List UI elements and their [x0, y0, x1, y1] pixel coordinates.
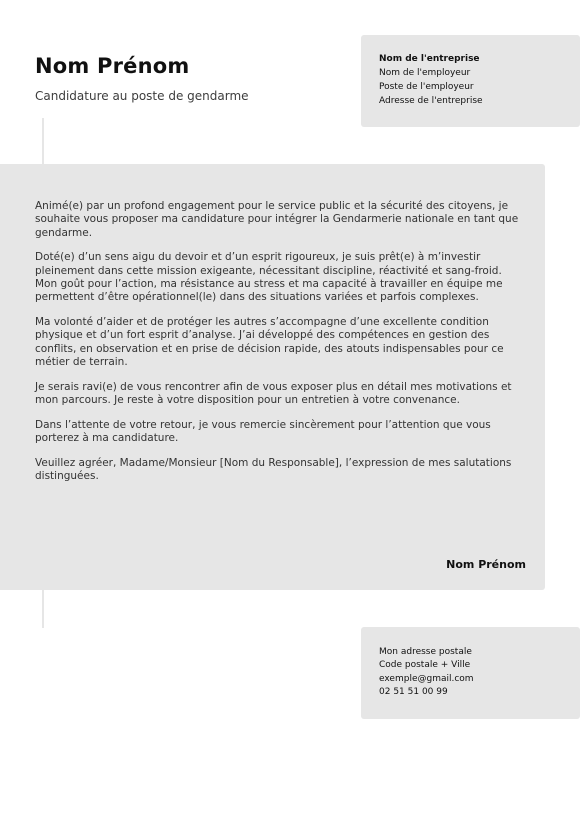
recipient-company-address: Adresse de l'entreprise — [379, 96, 483, 106]
letter-paragraph: Doté(e) d’un sens aigu du devoir et d’un esprit rigoureux, je suis prêt(e) à m’investir pleinement dans cette mission exigeante, nécessitant discipline, réactivité et sang-froid. Mon goût pour l’action, ma résistance au stress et ma capacité à travailler en équipe me permettent d’être opérationnel(le) dans des situations variées et parfois complexes. — [35, 251, 503, 304]
recipient-employer-name: Nom de l'employeur — [379, 68, 471, 78]
letter-paragraph: Veuillez agréer, Madame/Monsieur [Nom du Responsable], l’expression de mes salutations distinguées. — [35, 456, 512, 483]
recipient-employer-position: Poste de l'employeur — [379, 82, 474, 92]
letter-subtitle: Candidature au poste de gendarme — [35, 89, 249, 103]
letter-body — [0, 164, 545, 590]
letter-paragraph: Je serais ravi(e) de vous rencontrer afin de vous exposer plus en détail mes motivations et mon parcours. Je reste à votre disposition pour un entretien à votre convenance. — [35, 380, 512, 407]
letter-paragraph: Dans l’attente de votre retour, je vous remercie sincèrement pour l’attention que vous porterez à ma candidature. — [35, 418, 491, 445]
sender-contact-block — [361, 627, 580, 719]
signature: Nom Prénom — [446, 558, 526, 571]
recipient-company-name: Nom de l'entreprise — [379, 54, 480, 64]
sender-email: exemple@gmail.com — [379, 673, 474, 684]
decorative-line-bottom — [42, 590, 44, 628]
applicant-name: Nom Prénom — [35, 54, 190, 78]
letter-paragraph: Animé(e) par un profond engagement pour le service public et la sécurité des citoyens, je souhaite vous proposer ma candidature pour intégrer la Gendarmerie nationale en tant que gendarme. — [35, 200, 519, 239]
recipient-block — [361, 35, 580, 127]
sender-postal-city: Code postale + Ville — [379, 660, 471, 671]
sender-phone: 02 51 51 00 99 — [379, 686, 448, 697]
decorative-line-top — [42, 118, 44, 164]
letter-paragraph: Ma volonté d’aider et de protéger les autres s’accompagne d’une excellente condition physique et d’un fort esprit d’analyse. J’ai développé des compétences en gestion des conflits, en observation et en prise de décision rapide, des atouts indispensables pour ce métier de terrain. — [35, 316, 504, 368]
sender-address: Mon adresse postale — [379, 647, 472, 657]
